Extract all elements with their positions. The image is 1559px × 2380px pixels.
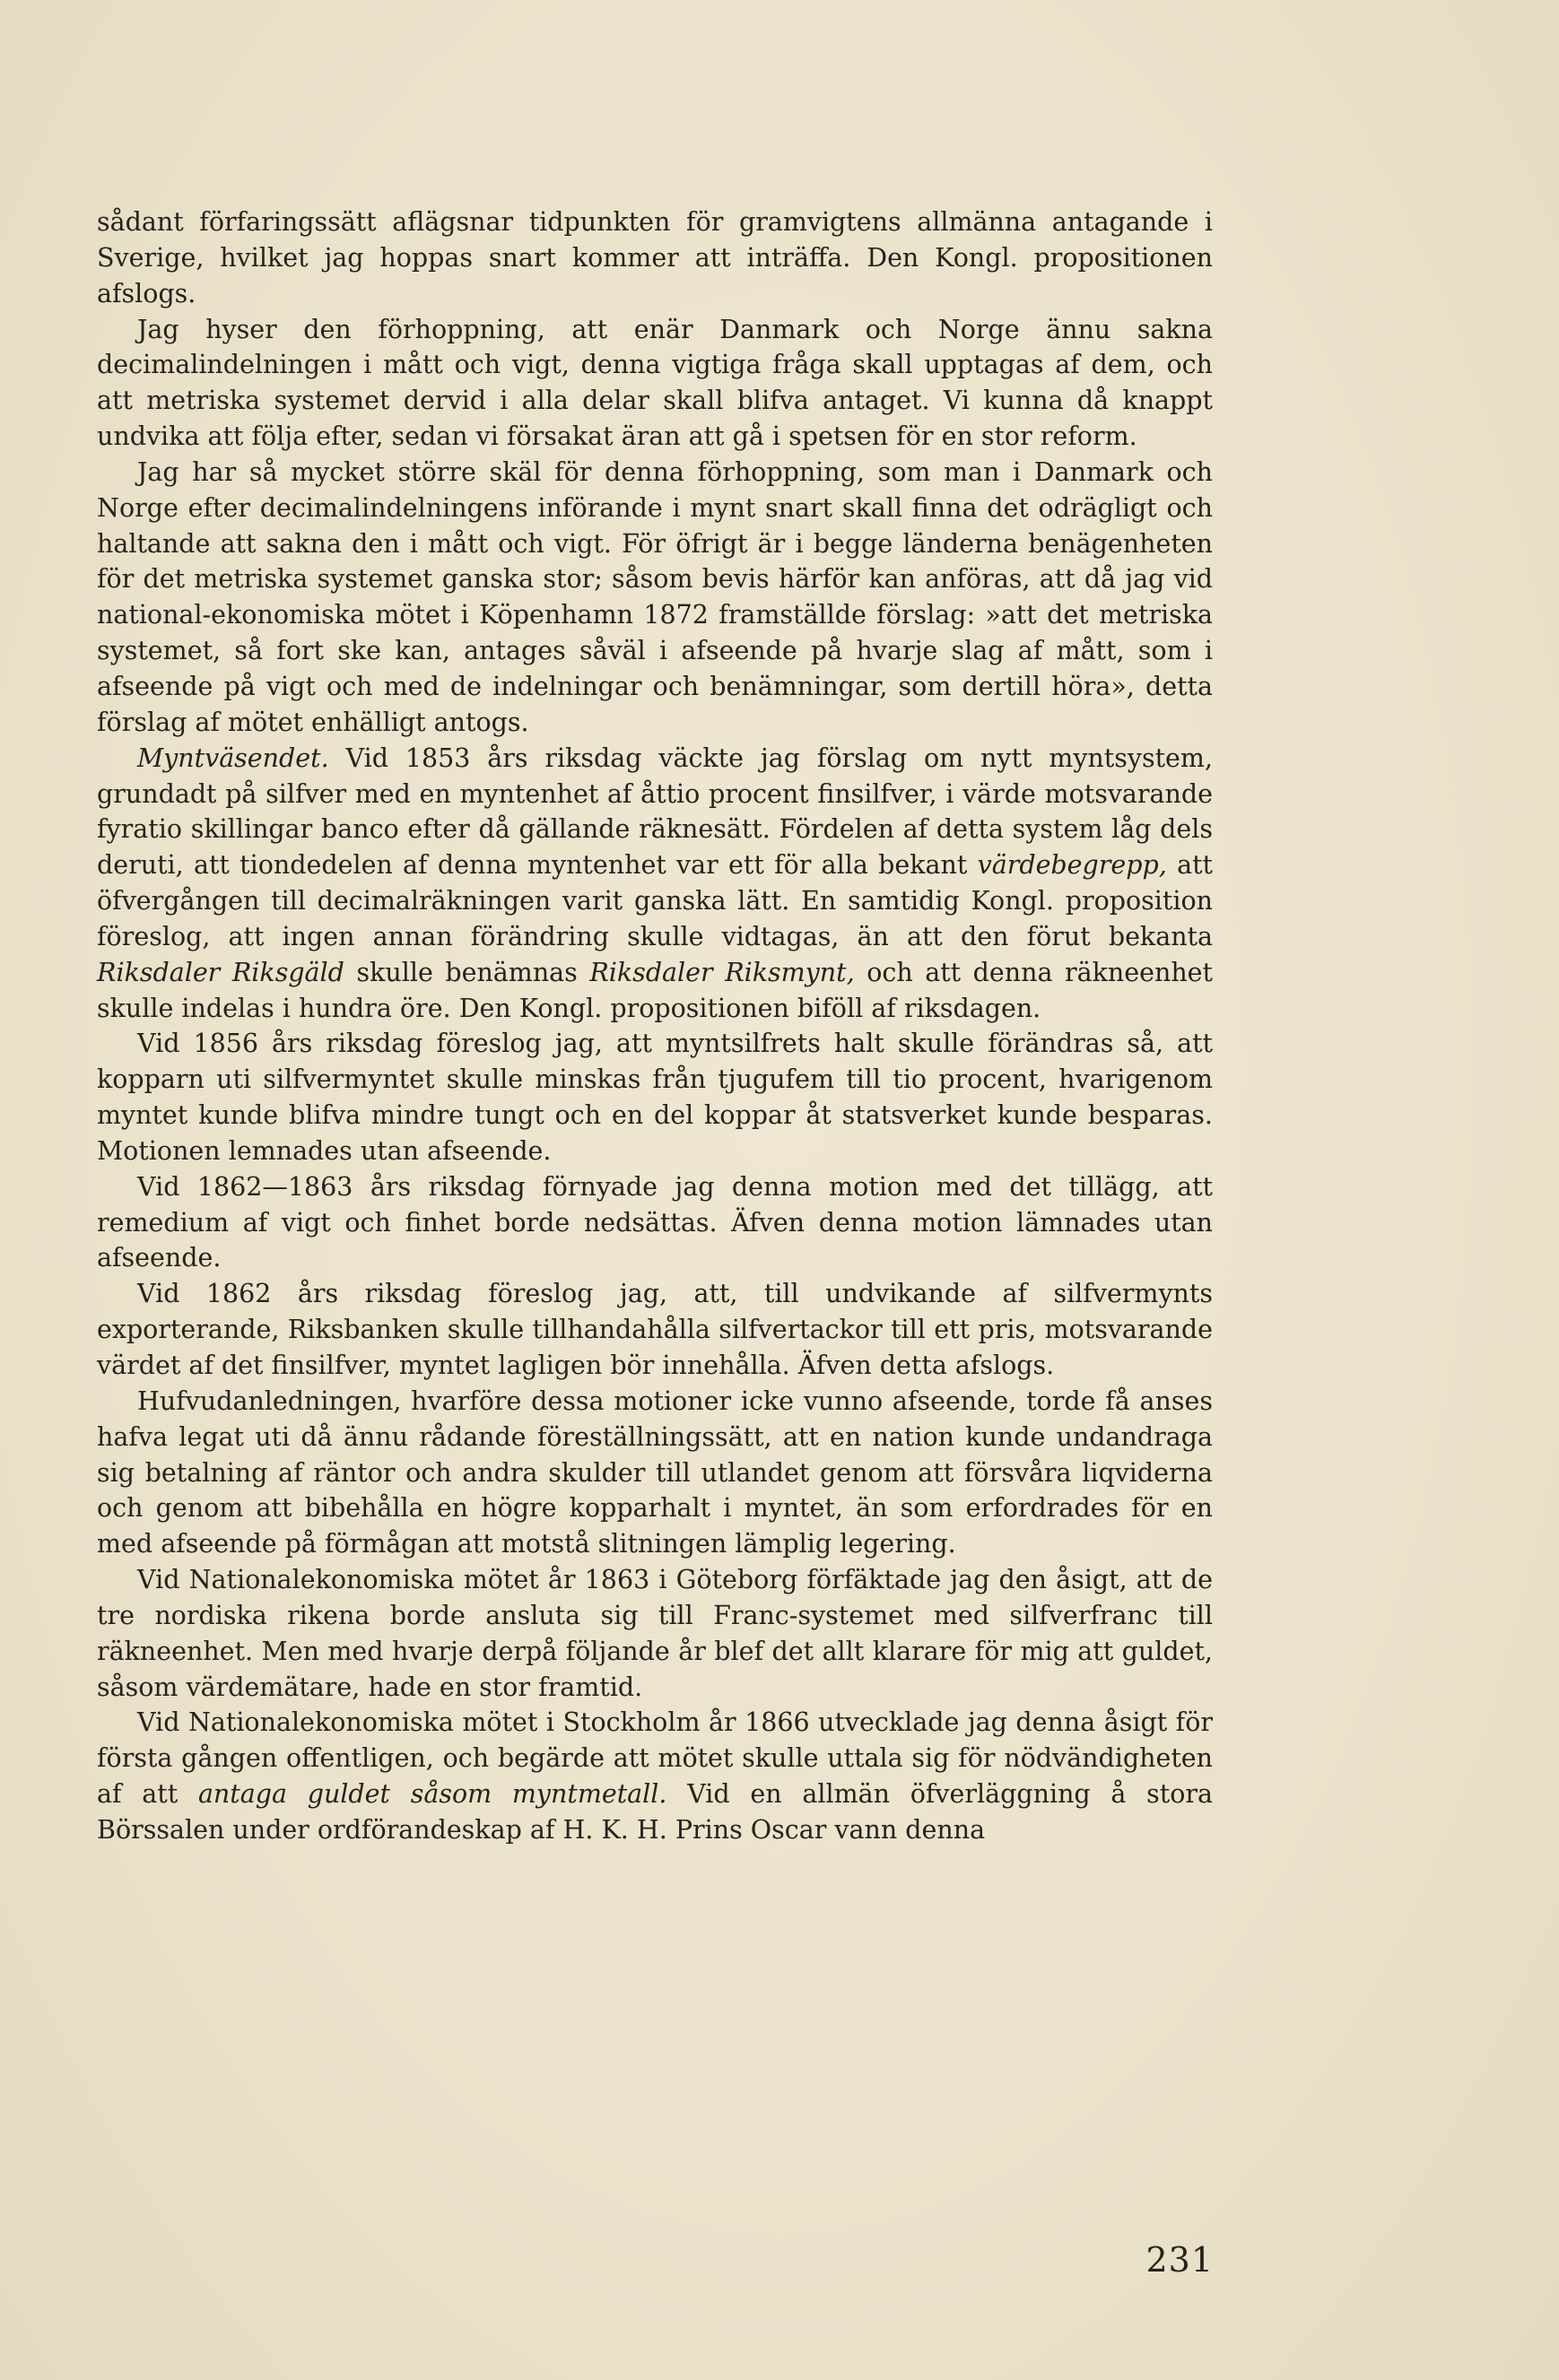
italic-phrase: Riksdaler Riksmynt, xyxy=(589,957,855,987)
text-segment: Jag hyser den förhoppning, att enär Danmark och Norge ännu sakna decimalindelningen i mått och vigt, denna vigtiga fråga skall upptagas af dem, och att metriska systemet dervid i alla delar skall blifva antaget. Vi kunna då knappt undvika att följa efter, sedan vi försakat äran att gå i spetsen för en stor reform. xyxy=(97,314,1213,452)
text-segment: sådant förfaringssätt aflägsnar tidpunkten för gramvigtens allmänna antagande i Sverige, hvilket jag hoppas snart kommer att inträffa. Den Kongl. propositionen afslogs. xyxy=(97,207,1213,308)
paragraph xyxy=(97,455,1213,741)
text-segment: Vid en allmän öfverläggning å stora Börssalen under ordförandeskap af H. K. H. Prins Oscar vann denna xyxy=(97,1779,1214,1845)
italic-phrase: Riksdaler Riksgäld xyxy=(97,957,344,987)
paragraph xyxy=(97,204,1213,312)
text-segment: Hufvudanledningen, hvarföre dessa motioner icke vunno afseende, torde få anses hafva legat uti då ännu rådande föreställningssätt, att en nation kunde undandraga sig betalning af räntor och andra skulder till utlandet genom att försvåra liqviderna och genom att bibehålla en högre kopparhalt i myntet, än som erfordrades för en med afseende på förmågan att motstå slitningen lämplig legering. xyxy=(97,1385,1213,1559)
paragraph xyxy=(97,312,1213,455)
text-segment: Vid 1862 års riksdag föreslog jag, att, till undvikande af silfvermynts exporterande, Riksbanken skulle tillhandahålla silfvertackor till ett pris, motsvarande värdet af det finsilfver, myntet lagligen bör innehålla. Äfven detta afslogs. xyxy=(97,1279,1213,1380)
text-segment: Vid 1862—1863 års riksdag förnyade jag denna motion med det tillägg, att remedium af vigt och finhet borde nedsättas. Äfven denna motion lämnades utan afseende. xyxy=(97,1171,1213,1273)
section-heading-myntvasendet: Myntväsendet. xyxy=(137,743,329,773)
italic-phrase: värdebegrepp, xyxy=(977,850,1167,881)
text-segment: Vid 1856 års riksdag föreslog jag, att myntsilfrets halt skulle förändras så, att kopparn uti silfvermyntet skulle minskas från tjugufem till tio procent, hvarigenom myntet kunde blifva mindre tungt och en del koppar åt statsverket kunde besparas. Motionen lemnades utan afseende. xyxy=(97,1029,1213,1166)
text-segment: skulle benämnas xyxy=(344,957,590,987)
text-segment: Jag har så mycket större skäl för denna förhoppning, som man i Danmark och Norge efter decimalindelningens införande i mynt snart skall finna det odrägligt och haltande att sakna den i mått och vigt. För öfrigt är i begge länderna benägenheten för det metriska systemet ganska stor; såsom bevis härför kan anföras, att då jag vid national-ekonomiska mötet i Köpenhamn 1872 framställde förslag: »att det metriska systemet, så fort ske kan, antages såväl i afseende på hvarje slag af mått, som i afseende på vigt och med de indelningar och benämningar, som dertill höra», detta förslag af mötet enhälligt antogs. xyxy=(97,456,1213,737)
text-segment: Vid Nationalekonomiska mötet år 1863 i Göteborg förfäktade jag den åsigt, att de tre nordiska rikena borde ansluta sig till Franc-systemet med silfverfranc till räkneenhet. Men med hvarje derpå följande år blef det allt klarare för mig att guldet, såsom värdemätare, hade en stor framtid. xyxy=(97,1565,1213,1702)
italic-phrase: antaga guldet såsom myntmetall. xyxy=(197,1779,667,1810)
text-segment: att öfvergången till decimalräkningen varit ganska lätt. En samtidig Kongl. proposition föreslog, att ingen annan förändring skulle vidtagas, än att den förut bekanta xyxy=(97,850,1213,951)
paragraph xyxy=(97,1562,1213,1705)
paragraph xyxy=(97,1169,1213,1277)
text-segment: Vid Nationalekonomiska mötet i Stockholm år 1866 utvecklade jag denna åsigt för första gången offentligen, och begärde att mötet skulle uttala sig för nödvändigheten af att xyxy=(97,1707,1213,1810)
page-number: 231 xyxy=(1145,2240,1214,2280)
body-text xyxy=(97,204,1213,1848)
paragraph xyxy=(97,1026,1213,1168)
text-segment: Vid 1853 års riksdag väckte jag förslag om nytt myntsystem, grundadt på silfver med en myntenhet af åttio procent finsilfver, i värde motsvarande fyratio skillingar banco efter då gällande räknesätt. Fördelen af detta system låg dels deruti, att tiondedelen af denna myntenhet var ett för alla bekant xyxy=(97,743,1213,881)
paragraph xyxy=(97,1384,1213,1562)
paragraph xyxy=(97,1276,1213,1384)
text-segment: och att denna räkneenhet skulle indelas i hundra öre. Den Kongl. propositionen biföll af riksdagen. xyxy=(97,957,1213,1023)
paragraph xyxy=(97,1705,1213,1847)
paragraph xyxy=(97,741,1213,1027)
